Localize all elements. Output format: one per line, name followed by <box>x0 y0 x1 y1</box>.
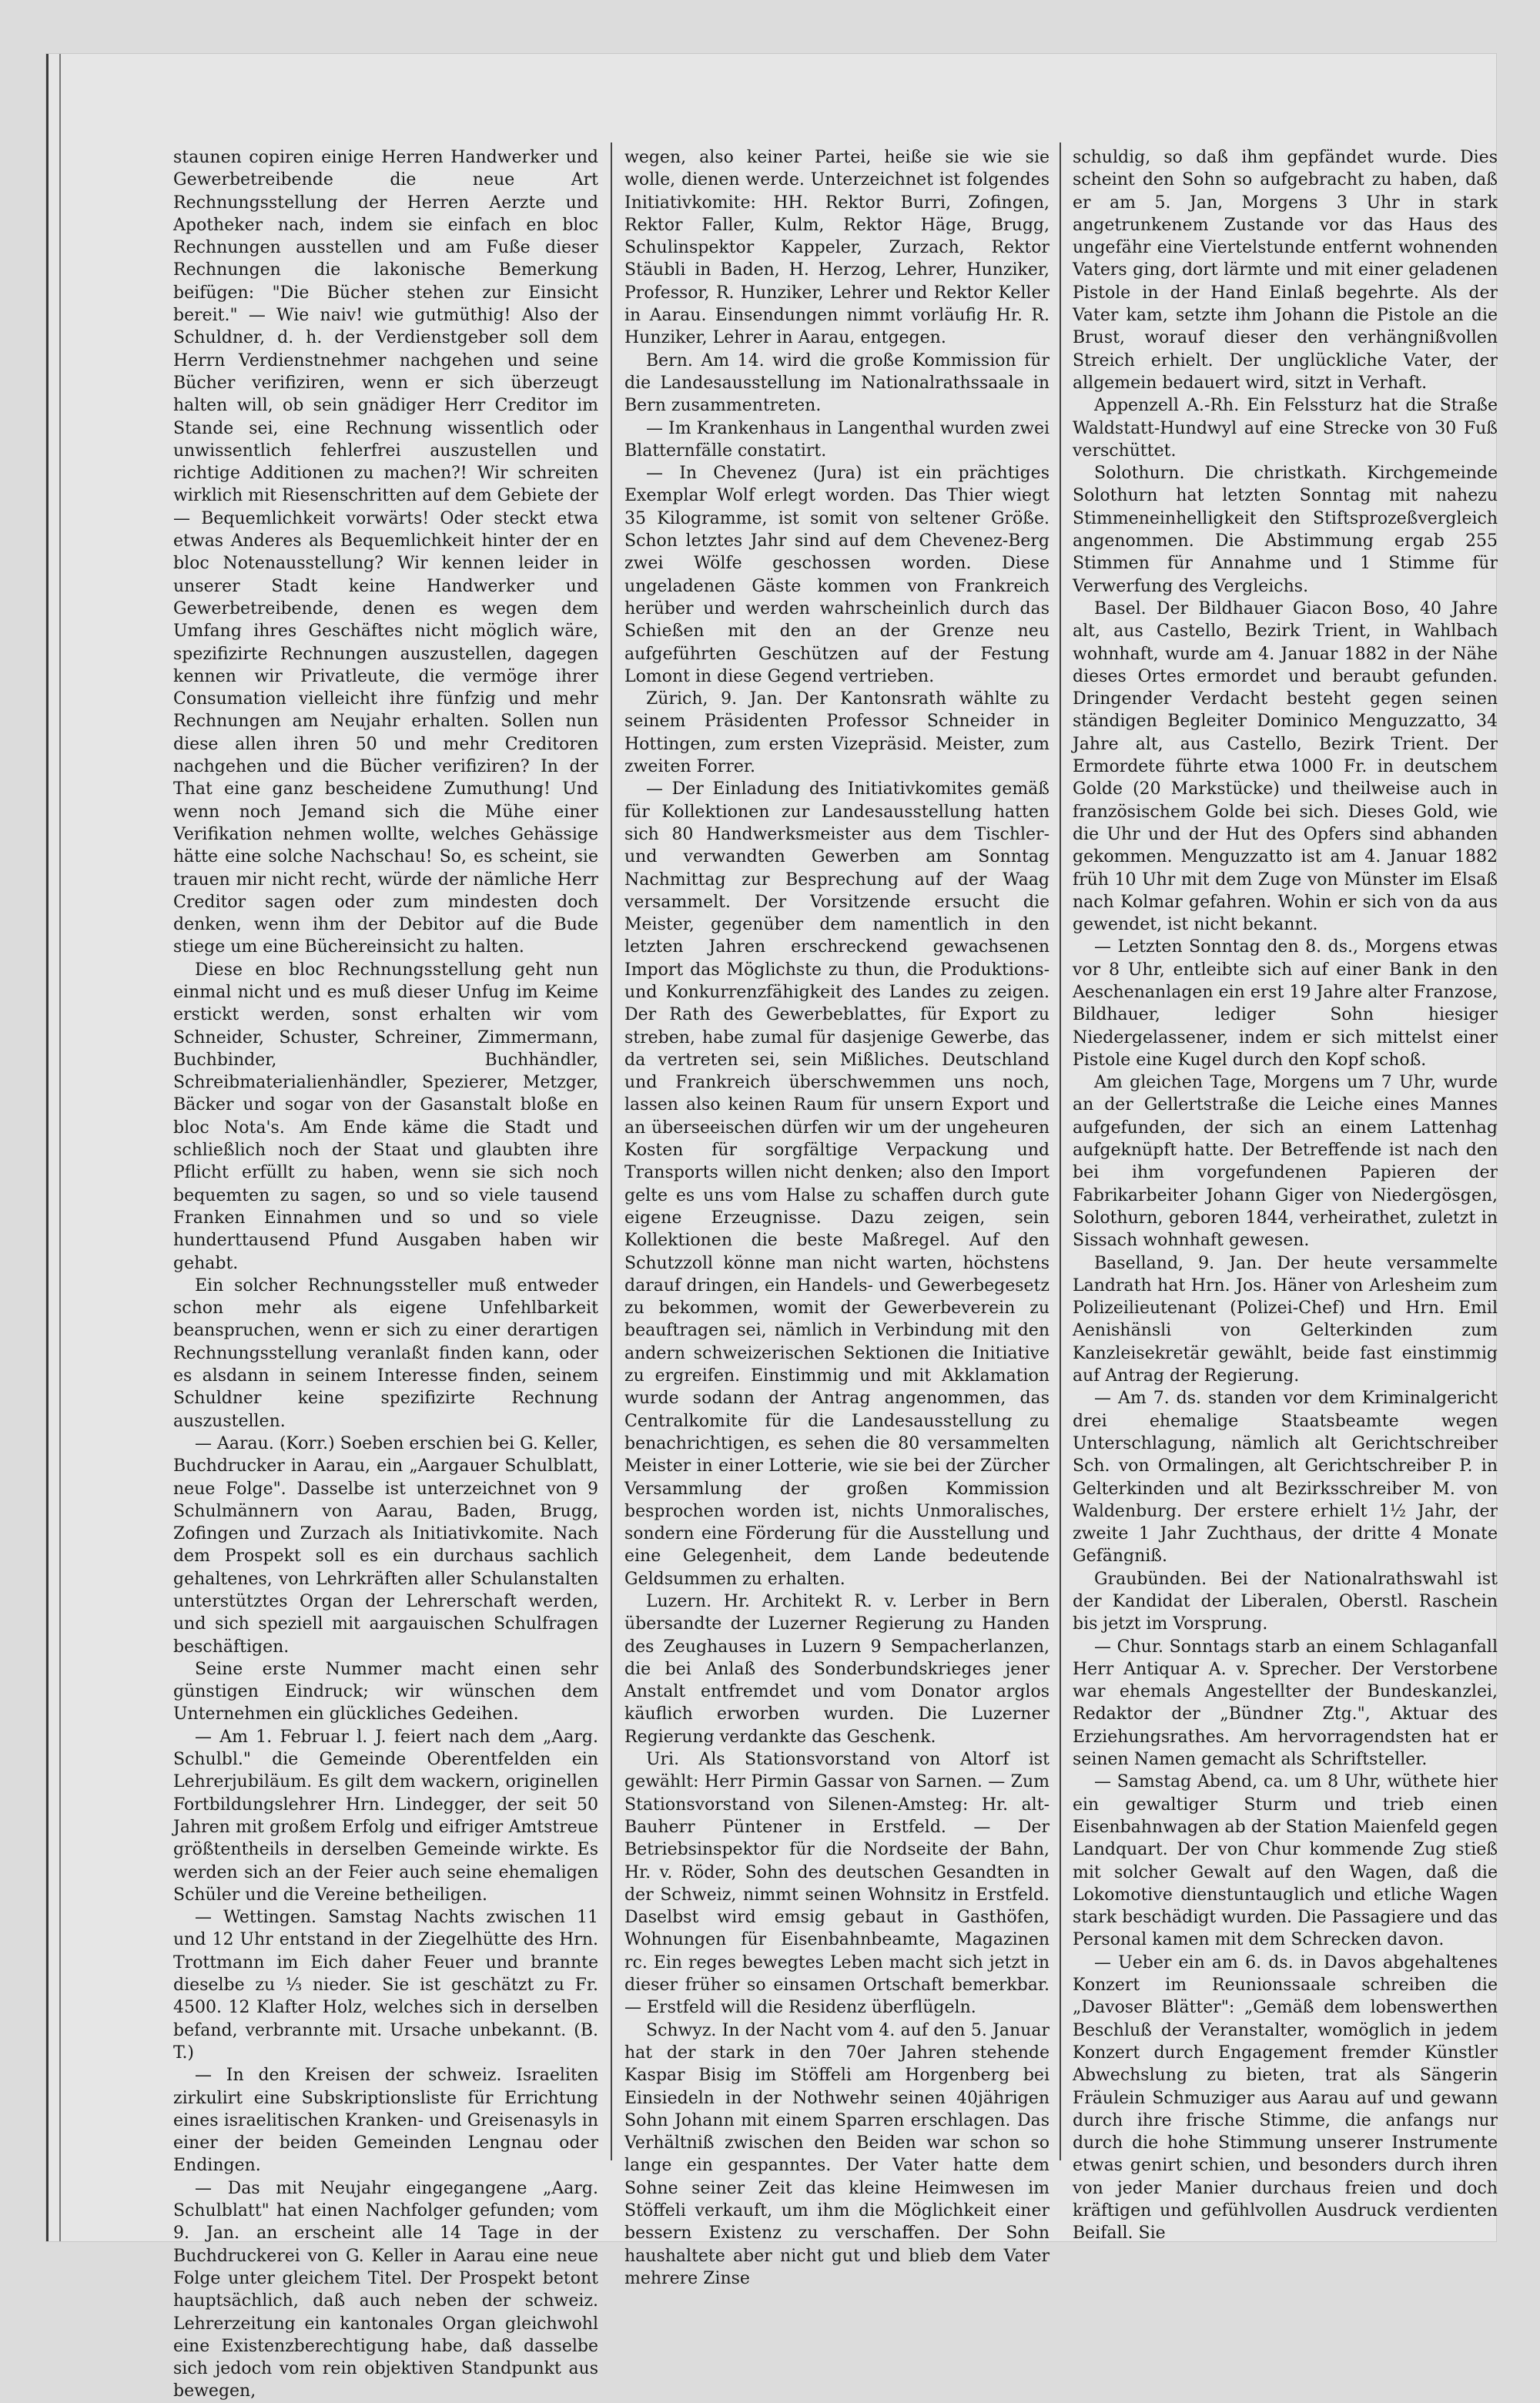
article-paragraph: Basel. Der Bildhauer Giacon Boso, 40 Jahre alt, aus Castello, Bezirk Trient, in Wahlbach wohnhaft, wurde am 4. Januar 1882 in der Nähe dieses Ortes ermordet und beraubt gefunden. Dringender Verdacht besteht gegen seinen ständigen Begleiter Dominico Menguzzatto, 34 Jahre alt, aus Castello, Bezirk Trient. Der Ermordete führte etwa 1000 Fr. in deutschem Golde (20 Markstücke) und theilweise auch in französischem Golde bei sich. Dieses Gold, wie die Uhr und der Hut des Opfers sind abhanden gekommen. Menguzzatto ist am 4. Januar 1882 früh 10 Uhr mit dem Zuge von Münster im Elsaß nach Kolmar gefahren. Wohin er sich von da aus gewendet, ist nicht bekannt. <box>1073 598 1498 935</box>
article-paragraph: — Ueber ein am 6. ds. in Davos abgehaltenes Konzert im Reunionssaale schreiben die „Davoser Blätter": „Gemäß dem lobenswerthen Beschluß der Veranstalter, womöglich in jedem Konzert durch Engagement fremder Künstler Abwechslung zu bieten, trat als Sängerin Fräulein Schmuziger aus Aarau auf und gewann durch ihre frische Stimme, die anfangs nur durch die hohe Stimmung unserer Instrumente etwas genirt schien, und besonders durch ihren von jeder Manier durchaus freien und doch kräftigen und gefühlvollen Ausdruck verdienten Beifall. Sie <box>1073 1952 1498 2244</box>
column-rule <box>1060 142 1061 2160</box>
article-paragraph: — Der Einladung des Initiativkomites gemäß für Kollektionen zur Landesausstellung hatten sich 80 Handwerksmeister aus dem Tischler- und verwandten Gewerben am Sonntag Nachmittag zur Besprechung auf der Waag versammelt. Der Vorsitzende ersucht die Meister, gegenüber dem namentlich in den letzten Jahren erschreckend gewachsenen Import das Möglichste zu thun, die Produktions- und Konkurrenzfähigkeit des Landes zu zeigen. Der Rath des Gewerbeblattes, für Export zu streben, habe zumal für dasjenige Gewerbe, das da vertreten sei, sein Mißliches. Deutschland und Frankreich überschwemmen uns noch, lassen also keinen Raum für unsern Export und an überseeischen dürfen wir um der ungeheuren Kosten für sorgfältige Verpackung und Transports willen nicht denken; also den Import gelte es uns vom Halse zu schaffen durch gute eigene Erzeugnisse. Dazu zeigen, sein Kollektionen die beste Maßregel. Auf den Schutzzoll könne man nicht warten, höchstens darauf dringen, ein Handels- und Gewerbegesetz zu bekommen, womit der Gewerbeverein zu beauftragen sei, nämlich in Verbindung mit den andern schweizerischen Sektionen die Initiative zu ergreifen. Einstimmig und mit Akklamation wurde sodann der Antrag angenommen, das Centralkomite für die Landesausstellung zu benachrichtigen, es sehen die 80 versammelten Meister in einer Lotterie, wie sie bei der Zürcher Versammlung der großen Kommission besprochen worden ist, nichts Unmoralisches, sondern eine Förderung für die Ausstellung und eine Gelegenheit, dem Lande bedeutende Geldsummen zu erhalten. <box>624 779 1050 1589</box>
article-paragraph: Luzern. Hr. Architekt R. v. Lerber in Bern übersandte der Luzerner Regierung zu Handen des Zeughauses in Luzern 9 Sempacherlanzen, die bei Anlaß des Sonderbundskrieges jener Anstalt entfremdet und vom Donator arglos käuflich erworben wurden. Die Luzerner Regierung verdankte das Geschenk. <box>624 1592 1050 1747</box>
article-paragraph: — Aarau. (Korr.) Soeben erschien bei G. Keller, Buchdrucker in Aarau, ein „Aargauer Schulblatt, neue Folge". Dasselbe ist unterzeichnet von 9 Schulmännern von Aarau, Baden, Brugg, Zofingen und Zurzach als Initiativkomite. Nach dem Prospekt soll es ein durchaus sachlich gehaltenes, von Lehrkräften aller Schulanstalten unterstütztes Organ der Lehrerschaft werden, und sich speziell mit aargauischen Schulfragen beschäftigen. <box>173 1433 598 1657</box>
article-paragraph: Uri. Als Stationsvorstand von Altorf ist gewählt: Herr Pirmin Gassar von Sarnen. — Zum Stationsvorstand von Silenen-Amsteg: Hr. alt-Bauherr Püntener in Erstfeld. — Der Betriebsinspektor für die Nordseite der Bahn, Hr. v. Röder, Sohn des deutschen Gesandten in der Schweiz, nimmt seinen Wohnsitz in Erstfeld. Daselbst wird emsig gebaut in Gasthöfen, Wohnungen für Eisenbahnbeamte, Magazinen rc. Ein reges bewegtes Leben macht sich jetzt in dieser früher so einsamen Ortschaft bemerkbar. — Erstfeld will die Residenz überflügeln. <box>624 1750 1050 2018</box>
article-paragraph: — Am 7. ds. standen vor dem Kriminalgericht drei ehemalige Staatsbeamte wegen Unterschlagung, nämlich alt Gerichtschreiber Sch. von Ormalingen, alt Gerichtschreiber P. in Gelterkinden und alt Bezirksschreiber M. von Waldenburg. Der erstere erhielt 1½ Jahr, der zweite 1 Jahr Zuchthaus, der dritte 4 Monate Gefängniß. <box>1073 1389 1498 1567</box>
article-paragraph: — Wettingen. Samstag Nachts zwischen 11 und 12 Uhr entstand in der Ziegelhütte des Hrn. Trottmann im Eich daher Feuer und brannte dieselbe zu ⅓ nieder. Sie ist geschätzt zu Fr. 4500. 12 Klafter Holz, welches sich in derselben befand, verbrannte mit. Ursache unbekannt. (B. T.) <box>173 1908 598 2063</box>
article-paragraph: Graubünden. Bei der Nationalrathswahl ist der Kandidat der Liberalen, Oberstl. Raschein bis jetzt im Vorsprung. <box>1073 1569 1498 1634</box>
article-paragraph: Appenzell A.-Rh. Ein Felssturz hat die Straße Waldstatt-Hundwyl auf eine Strecke von 30 Fuß verschüttet. <box>1073 396 1498 461</box>
article-paragraph: Solothurn. Die christkath. Kirchgemeinde Solothurn hat letzten Sonntag mit nahezu Stimmeneinhelligkeit den Stiftsprozeßvergleich angenommen. Die Abstimmung ergab 255 Stimmen für Annahme und 1 Stimme für Verwerfung des Vergleichs. <box>1073 464 1498 596</box>
column-rule <box>611 142 612 2160</box>
article-paragraph: — Samstag Abend, ca. um 8 Uhr, wüthete hier ein gewaltiger Sturm und trieb einen Eisenbahnwagen ab der Station Maienfeld gegen Landquart. Der von Chur kommende Zug stieß mit solcher Gewalt auf den Wagen, daß die Lokomotive dienstuntauglich und etliche Wagen stark beschädigt wurden. Die Passagiere und das Personal kamen mit dem Schrecken davon. <box>1073 1772 1498 1950</box>
article-paragraph: Diese en bloc Rechnungsstellung geht nun einmal nicht und es muß dieser Unfug im Keime erstickt werden, sonst erhalten wir vom Schneider, Schuster, Schreiner, Zimmermann, Buchbinder, Buchhändler, Schreibmaterialienhändler, Spezierer, Metzger, Bäcker und sogar von der Gasanstalt bloße en bloc Nota's. Am Ende käme die Stadt und schließlich noch der Staat und glaubten ihre Pflicht erfüllt zu haben, wenn sie sich noch bequemten zu sagen, so und so viele tausend Franken Einnahmen und so und so viele hunderttausend Pfund Ausgaben haben wir gehabt. <box>173 960 598 1273</box>
article-paragraph: — Im Krankenhaus in Langenthal wurden zwei Blatternfälle constatirt. <box>624 418 1050 461</box>
newspaper-page <box>46 54 1498 2401</box>
article-paragraph: — Chur. Sonntags starb an einem Schlaganfall Herr Antiquar A. v. Sprecher. Der Verstorbene war ehemals Angestellter der Bundeskanzlei, Redaktor der „Bündner Ztg.", Aktuar des Erziehungsrathes. Am hervorragendsten hat er seinen Namen gemacht als Schriftsteller. <box>1073 1637 1498 1770</box>
article-paragraph: staunen copiren einige Herren Handwerker und Gewerbetreibende die neue Art Rechnungsstellung der Herren Aerzte und Apotheker nach, indem sie einfach en bloc Rechnungen ausstellen und am Fuße dieser Rechnungen die lakonische Bemerkung beifügen: "Die Bücher stehen zur Einsicht bereit." — Wie naiv! wie gutmüthig! Also der Schuldner, d. h. der Verdienstgeber soll dem Herrn Verdienstnehmer nachgehen und seine Bücher verifiziren, wenn er sich überzeugt halten will, ob sein gnädiger Herr Creditor im Stande sei, eine Rechnung wissentlich oder unwissentlich fehlerfrei auszustellen und richtige Additionen zu machen?! Wir schreiten wirklich mit Riesenschritten auf dem Gebiete der — Bequemlichkeit vorwärts! Oder steckt etwa etwas Anderes als Bequemlichkeit hinter der en bloc Notenausstellung? Wir kennen leider in unserer Stadt keine Handwerker und Gewerbetreibende, denen es wegen dem Umfang ihres Geschäftes nicht möglich wäre, spezifizirte Rechnungen auszustellen, dagegen kennen wir Privatleute, die vermöge ihrer Consumation vielleicht ihre fünfzig und mehr Rechnungen am Neujahr erhalten. Sollen nun diese allen ihren 50 und mehr Creditoren nachgehen und die Bücher verifiziren? In der That eine ganz bescheidene Zumuthung! Und wenn noch Jemand sich die Mühe einer Verifikation nehmen wollte, welches Gehässige hätte eine solche Nachschau! So, es scheint, sie trauen mir nicht recht, würde der nämliche Herr Creditor sagen oder zum mindesten doch denken, wenn ihm der Debitor auf die Bude stiege um eine Büchereinsicht zu halten. <box>173 148 598 957</box>
text-column-left <box>173 146 598 2401</box>
text-column-right <box>1073 146 1498 2244</box>
text-column-middle <box>624 146 1050 2288</box>
article-paragraph: — Am 1. Februar l. J. feiert nach dem „Aarg. Schulbl." die Gemeinde Oberentfelden ein Lehrerjubiläum. Es gilt dem wackern, originellen Fortbildungslehrer Hrn. Lindegger, der seit 50 Jahren mit großem Erfolg und eifriger Amtstreue größtentheils in derselben Gemeinde wirkte. Es werden sich an der Feier auch seine ehemaligen Schüler und die Vereine betheiligen. <box>173 1727 598 1905</box>
article-paragraph: Baselland, 9. Jan. Der heute versammelte Landrath hat Hrn. Jos. Häner von Arlesheim zum Polizeilieutenant (Polizei-Chef) und Hrn. Emil Aenishänsli von Gelterkinden zum Kanzleisekretär gewählt, beide fast einstimmig auf Antrag der Regierung. <box>1073 1253 1498 1386</box>
article-paragraph: Schwyz. In der Nacht vom 4. auf den 5. Januar hat der stark in den 70er Jahren stehende Kaspar Bisig im Stöffeli am Horgenberg bei Einsiedeln in der Nothwehr seinen 40jährigen Sohn Johann mit einem Sparren erschlagen. Das Verhältniß zwischen den Beiden war schon so lange ein gespanntes. Der Vater hatte dem Sohne seiner Zeit das kleine Heimwesen im Stöffeli verkauft, um ihm die Möglichkeit einer bessern Existenz zu verschaffen. Der Sohn haushaltete aber nicht gut und blieb dem Vater mehrere Zinse <box>624 2020 1050 2288</box>
article-paragraph: Ein solcher Rechnungssteller muß entweder schon mehr als eigene Unfehlbarkeit beanspruchen, wenn er sich zu einer derartigen Rechnungsstellung veranlaßt finden kann, oder es alsdann in seinem Interesse finden, seinem Schuldner keine spezifizirte Rechnung auszustellen. <box>173 1275 598 1431</box>
article-paragraph: Seine erste Nummer macht einen sehr günstigen Eindruck; wir wünschen dem Unternehmen ein glückliches Gedeihen. <box>173 1659 598 1724</box>
article-paragraph: Zürich, 9. Jan. Der Kantonsrath wählte zu seinem Präsidenten Professor Schneider in Hottingen, zum ersten Vizepräsid. Meister, zum zweiten Forrer. <box>624 689 1050 777</box>
article-paragraph: — In den Kreisen der schweiz. Israeliten zirkulirt eine Subskriptionsliste für Errichtung eines israelitischen Kranken- und Greisenasyls in einer der beiden Gemeinden Lengnau oder Endingen. <box>173 2066 598 2176</box>
article-paragraph: wegen, also keiner Partei, heiße sie wie sie wolle, dienen werde. Unterzeichnet ist folgendes Initiativkomite: HH. Rektor Burri, Zofingen, Rektor Faller, Kulm, Rektor Häge, Brugg, Schulinspektor Kappeler, Zurzach, Rektor Stäubli in Baden, H. Herzog, Lehrer, Hunziker, Professor, R. Hunziker, Lehrer und Rektor Keller in Aarau. Einsendungen nimmt vorläufig Hr. R. Hunziker, Lehrer in Aarau, entgegen. <box>624 148 1050 348</box>
article-paragraph: schuldig, so daß ihm gepfändet wurde. Dies scheint den Sohn so aufgebracht zu haben, daß er am 5. Jan, Morgens 3 Uhr in stark angetrunkenem Zustande vor das Haus des ungefähr eine Viertelstunde entfernt wohnenden Vaters ging, dort lärmte und mit einer geladenen Pistole in der Hand Einlaß begehrte. Als der Vater kam, setzte ihm Johann die Pistole an die Brust, worauf dieser den verhängnißvollen Streich erhielt. Der unglückliche Vater, der allgemein bedauert wird, sitzt in Verhaft. <box>1073 148 1498 393</box>
article-paragraph: Am gleichen Tage, Morgens um 7 Uhr, wurde an der Gellertstraße die Leiche eines Mannes aufgefunden, der sich an einem Lattenhag aufgeknüpft hatte. Der Betreffende ist nach den bei ihm vorgefundenen Papieren der Fabrikarbeiter Johann Giger von Niedergösgen, Solothurn, geboren 1844, verheirathet, zuletzt in Sissach wohnhaft gewesen. <box>1073 1073 1498 1251</box>
article-paragraph: — Das mit Neujahr eingegangene „Aarg. Schulblatt" hat einen Nachfolger gefunden; vom 9. Jan. an erscheint alle 14 Tage in der Buchdruckerei von G. Keller in Aarau eine neue Folge unter gleichem Titel. Der Prospekt betont hauptsächlich, daß auch neben der schweiz. Lehrerzeitung ein kantonales Organ gleichwohl eine Existenzberechtigung habe, daß dasselbe sich jedoch vom rein objektiven Standpunkt aus bewegen, <box>173 2178 598 2401</box>
article-paragraph: — In Chevenez (Jura) ist ein prächtiges Exemplar Wolf erlegt worden. Das Thier wiegt 35 Kilogramme, ist somit von seltener Größe. Schon letztes Jahr sind auf dem Chevenez-Berg zwei Wölfe geschossen worden. Diese ungeladenen Gäste kommen von Frankreich herüber und werden wahrscheinlich durch das Schießen mit den an der Grenze neu aufgeführten Geschützen auf der Festung Lomont in diese Gegend vertrieben. <box>624 464 1050 686</box>
article-paragraph: — Letzten Sonntag den 8. ds., Morgens etwas vor 8 Uhr, entleibte sich auf einer Bank in den Aeschenanlagen ein erst 19 Jahre alter Franzose, Bildhauer, lediger Sohn hiesiger Niedergelassener, indem er sich mittelst einer Pistole eine Kugel durch den Kopf schoß. <box>1073 937 1498 1070</box>
article-paragraph: Bern. Am 14. wird die große Kommission für die Landesausstellung im Nationalrathssaale in Bern zusammentreten. <box>624 350 1050 416</box>
